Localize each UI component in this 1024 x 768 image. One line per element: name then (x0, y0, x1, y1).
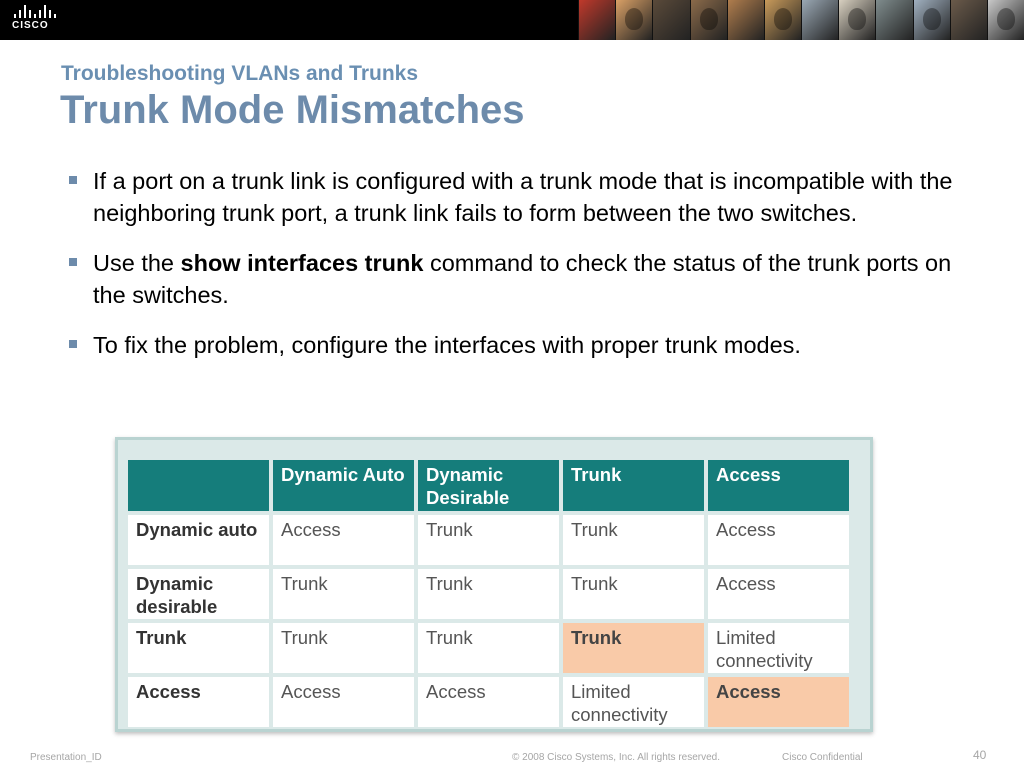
table-row (128, 623, 849, 673)
row-header: Trunk (128, 623, 269, 673)
row-header: Access (128, 677, 269, 727)
column-header: Dynamic Auto (273, 460, 414, 511)
banner-photo (913, 0, 950, 40)
table-cell: Access (708, 569, 849, 619)
cisco-logo-text: CISCO (12, 20, 49, 31)
banner-photo (950, 0, 987, 40)
table-corner-cell (128, 460, 269, 511)
person-silhouette-icon (997, 8, 1015, 30)
table-cell: Trunk (273, 569, 414, 619)
banner-photo (875, 0, 912, 40)
bullet-item (68, 166, 968, 229)
footer-copyright: © 2008 Cisco Systems, Inc. All rights reserved. (512, 752, 721, 763)
bullet-text: If a port on a trunk link is configured with a trunk mode that is incompatible with the neighboring trunk port, a trunk link fails to form between the two switches. (93, 168, 953, 226)
bullet-text-post: command to check the status of the trunk ports on the switches. (93, 250, 952, 308)
banner-photo (690, 0, 727, 40)
table-cell: Trunk (418, 569, 559, 619)
bullet-text-pre: Use the (93, 250, 181, 276)
table-cell: Trunk (418, 623, 559, 673)
table-cell-highlighted: Trunk (563, 623, 704, 673)
slide-subtitle: Troubleshooting VLANs and Trunks (61, 62, 419, 85)
table-cell: Access (418, 677, 559, 727)
table-cell: Access (273, 515, 414, 565)
table-cell-highlighted: Access (708, 677, 849, 727)
table-cell: Trunk (418, 515, 559, 565)
cisco-logo (10, 5, 60, 35)
cisco-bars-icon (14, 5, 60, 18)
bullet-square-icon (69, 340, 77, 348)
column-header: Trunk (563, 460, 704, 511)
bullet-square-icon (69, 258, 77, 266)
row-header: Dynamic desirable (128, 569, 269, 619)
trunk-mode-table (124, 456, 853, 731)
bullet-item (68, 248, 968, 311)
row-header: Dynamic auto (128, 515, 269, 565)
table-cell: Trunk (273, 623, 414, 673)
photo-strip (578, 0, 1024, 40)
banner-photo (987, 0, 1024, 40)
person-silhouette-icon (700, 8, 718, 30)
banner-photo (801, 0, 838, 40)
banner-photo (838, 0, 875, 40)
table-cell: Trunk (563, 569, 704, 619)
command-name: show interfaces trunk (180, 250, 424, 276)
table-row (128, 569, 849, 619)
page-number: 40 (973, 748, 987, 762)
person-silhouette-icon (774, 8, 792, 30)
footer-presentation-id: Presentation_ID (30, 752, 102, 763)
person-silhouette-icon (923, 8, 941, 30)
column-header: Access (708, 460, 849, 511)
banner-photo (727, 0, 764, 40)
bullet-list (68, 166, 968, 381)
table-cell: Access (273, 677, 414, 727)
slide-title: Trunk Mode Mismatches (60, 88, 525, 132)
bullet-text: To fix the problem, configure the interfaces with proper trunk modes. (93, 332, 801, 358)
bullet-square-icon (69, 176, 77, 184)
table-row (128, 515, 849, 565)
banner-photo (764, 0, 801, 40)
column-header: Dynamic Desirable (418, 460, 559, 511)
table-header-row (128, 460, 849, 511)
person-silhouette-icon (625, 8, 643, 30)
person-silhouette-icon (848, 8, 866, 30)
top-banner (0, 0, 1024, 40)
trunk-mode-table-frame (115, 437, 873, 732)
table-cell: Access (708, 515, 849, 565)
banner-photo (615, 0, 652, 40)
footer-confidential: Cisco Confidential (782, 752, 863, 763)
banner-photo (578, 0, 615, 40)
table-cell: Trunk (563, 515, 704, 565)
banner-photo (652, 0, 689, 40)
table-row (128, 677, 849, 727)
table-cell: Limited connectivity (563, 677, 704, 727)
table-cell: Limited connectivity (708, 623, 849, 673)
bullet-item (68, 330, 968, 362)
